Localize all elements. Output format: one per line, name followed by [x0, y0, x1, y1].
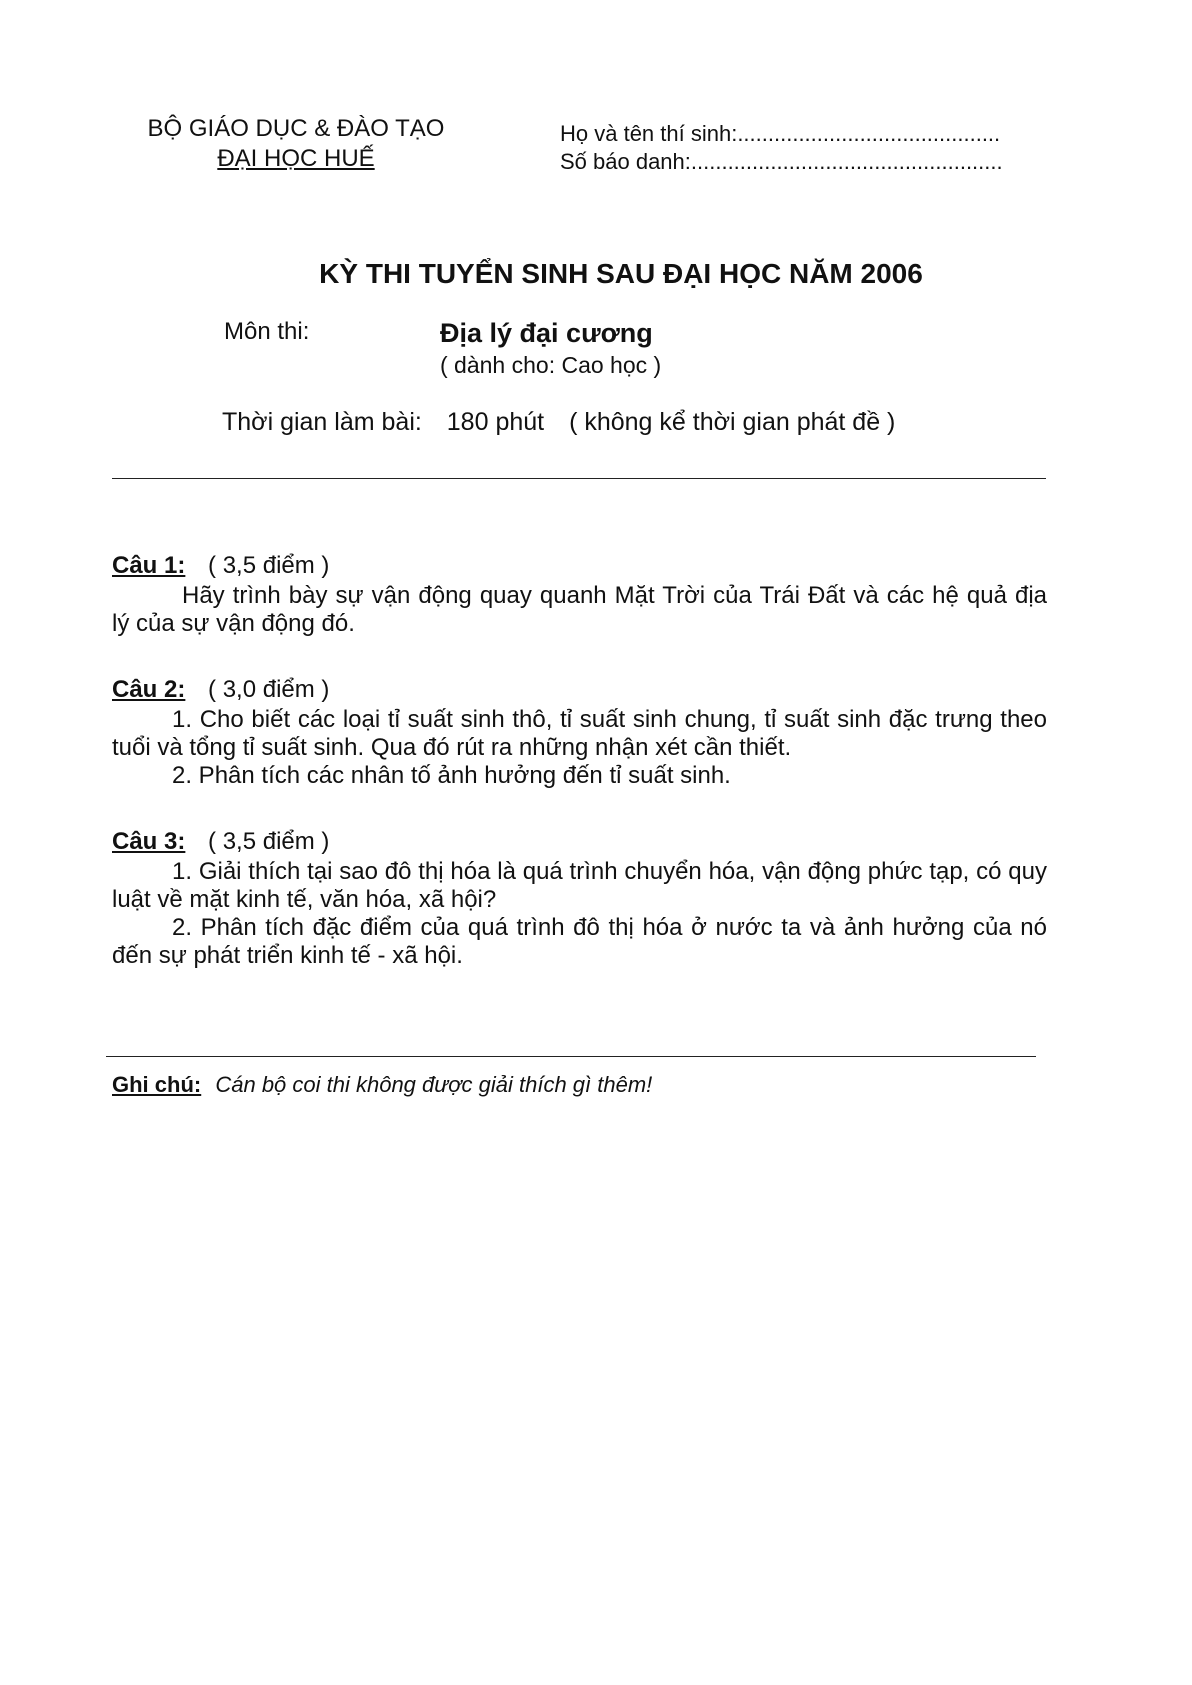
subject-name: Địa lý đại cương [440, 318, 653, 348]
time-label: Thời gian làm bài: [222, 408, 422, 436]
question-3-part-1: 1. Giải thích tại sao đô thị hóa là quá trình chuyển hóa, vận động phức tạp, có quy luật về mặt kinh tế, văn hóa, xã hội? [112, 858, 1047, 913]
question-1-header [112, 552, 1047, 580]
candidate-number-field: Số báo danh:................................................... [560, 149, 1003, 174]
note-label: Ghi chú: [112, 1072, 202, 1097]
question-2-part-2: 2. Phân tích các nhân tố ảnh hưởng đến tỉ suất sinh. [172, 762, 731, 789]
question-3-label: Câu 3: [112, 828, 186, 855]
question-2 [112, 676, 1047, 790]
time-value: 180 phút [446, 408, 545, 436]
question-3-points: ( 3,5 điểm ) [208, 828, 330, 855]
subject-note: ( dành cho: Cao học ) [440, 352, 662, 378]
time-row [222, 408, 913, 437]
time-note: ( không kể thời gian phát đề ) [569, 408, 896, 436]
question-3 [112, 828, 1047, 970]
question-1-text: Hãy trình bày sự vận động quay quanh Mặt Trời của Trái Đất và các hệ quả địa lý của sự vận động đó. [112, 582, 1047, 637]
question-3-header [112, 828, 1047, 856]
bottom-divider [106, 1056, 1036, 1057]
top-divider [112, 478, 1046, 479]
question-2-points: ( 3,0 điểm ) [208, 676, 330, 703]
question-2-part-1: 1. Cho biết các loại tỉ suất sinh thô, tỉ suất sinh chung, tỉ suất sinh đặc trưng theo tuổi và tổng tỉ suất sinh. Qua đó rút ra những nhận xét cần thiết. [112, 706, 1047, 761]
exam-note [112, 1072, 652, 1098]
candidate-name-field: Họ và tên thí sinh:........................................... [560, 121, 1001, 146]
university-name: ĐẠI HỌC HUẾ [217, 145, 375, 172]
question-1 [112, 552, 1047, 638]
question-2-header [112, 676, 1047, 704]
exam-title: KỲ THI TUYỂN SINH SAU ĐẠI HỌC NĂM 2006 [319, 258, 923, 289]
question-3-part-2: 2. Phân tích đặc điểm của quá trình đô thị hóa ở nước ta và ảnh hưởng của nó đến sự phát triển kinh tế - xã hội. [112, 914, 1047, 969]
note-text: Cán bộ coi thi không được giải thích gì thêm! [215, 1072, 653, 1097]
ministry-name: BỘ GIÁO DỤC & ĐÀO TẠO [147, 115, 445, 142]
subject-label: Môn thi: [224, 318, 310, 345]
question-2-label: Câu 2: [112, 676, 186, 703]
candidate-info [560, 120, 1003, 176]
question-1-label: Câu 1: [112, 552, 186, 579]
question-1-points: ( 3,5 điểm ) [208, 552, 330, 579]
institution-header [146, 114, 446, 174]
